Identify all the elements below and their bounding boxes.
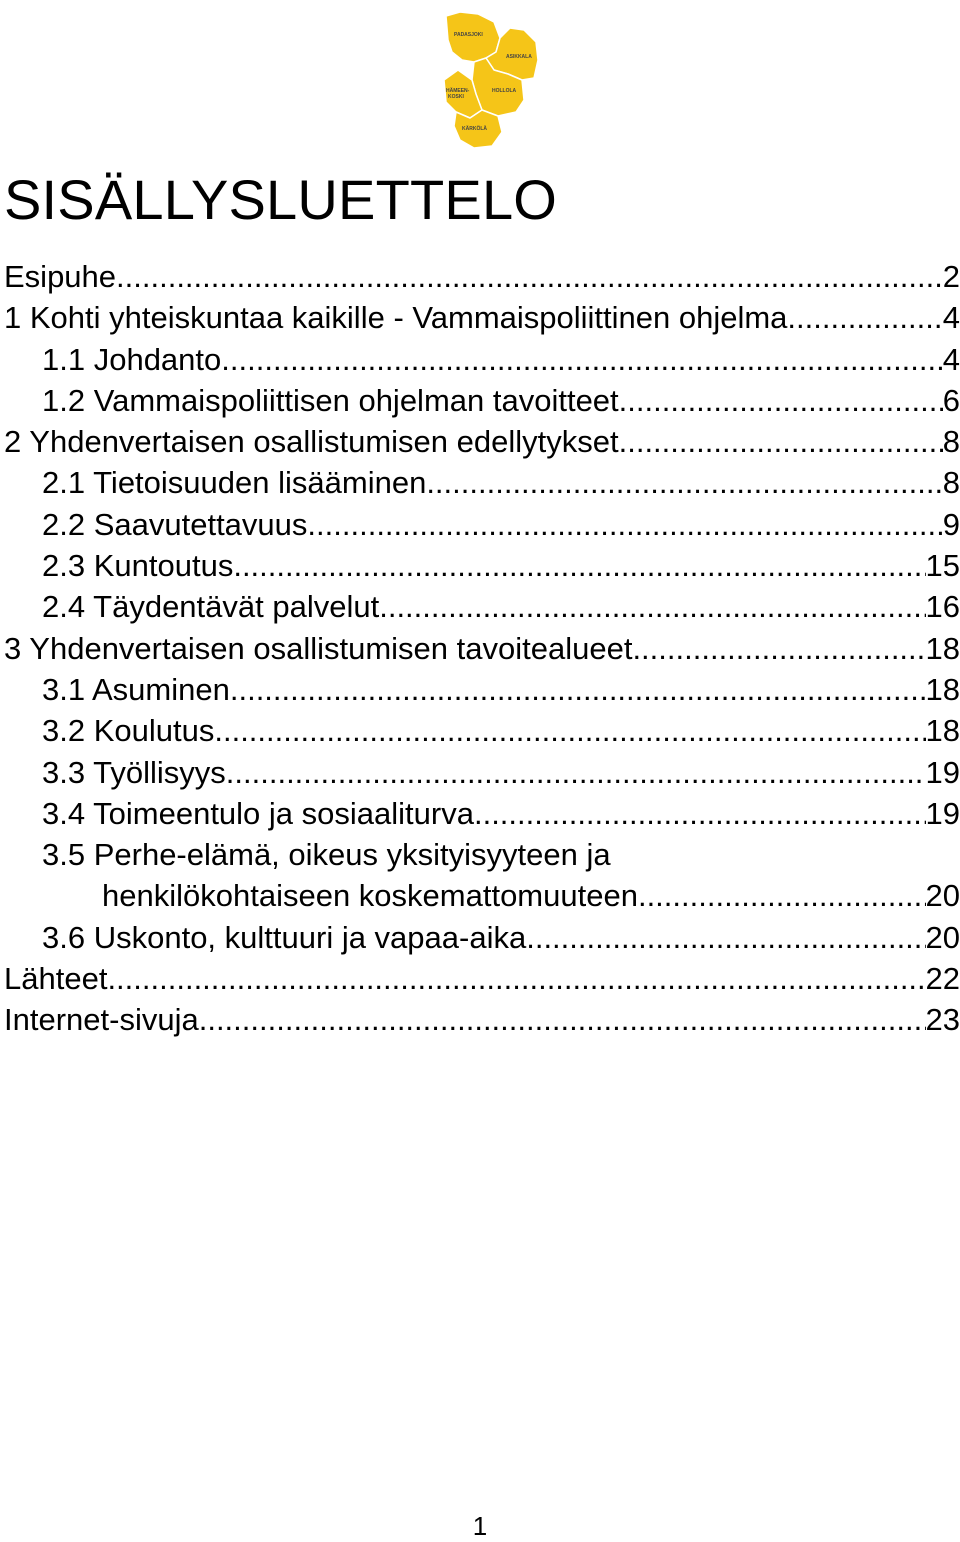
toc-entry-title: 1 Kohti yhteiskuntaa kaikille - Vammaispoliittinen ohjelma: [4, 300, 788, 336]
toc-entry[interactable]: [4, 958, 960, 999]
toc-entry[interactable]: [4, 297, 960, 338]
toc-entry-wrapped[interactable]: [4, 834, 960, 917]
toc-leader-dots: [474, 793, 926, 834]
toc-entry[interactable]: [4, 462, 960, 503]
toc-entry-title: Internet-sivuja: [4, 1002, 199, 1038]
toc-entry-page: 23: [925, 1002, 960, 1038]
toc-entry-title: 2.3 Kuntoutus: [42, 548, 234, 584]
toc-entry[interactable]: [4, 999, 960, 1040]
toc-leader-dots: [426, 462, 942, 503]
toc-leader-dots: [619, 380, 943, 421]
toc-entry[interactable]: [4, 710, 960, 751]
toc-entry-title: 1.2 Vammaispoliittisen ohjelman tavoitteet: [42, 382, 619, 418]
toc-leader-dots: [221, 339, 942, 380]
toc-leader-dots: [226, 752, 926, 793]
map-label-karkola: KÄRKÖLÄ: [462, 126, 487, 132]
toc-entry[interactable]: [4, 256, 960, 297]
region-map-logo: [438, 8, 542, 150]
toc-entry-page: 16: [925, 589, 960, 625]
toc-entry-title: Lähteet: [4, 961, 108, 997]
toc-entry-page: 20: [925, 919, 960, 955]
toc-entry[interactable]: [4, 504, 960, 545]
toc-entry[interactable]: [4, 380, 960, 421]
page-title: SISÄLLYSLUETTELO: [4, 168, 558, 231]
toc-entry[interactable]: [4, 421, 960, 462]
toc-leader-dots: [230, 669, 926, 710]
toc-entry-page: 4: [942, 341, 960, 377]
toc-entry[interactable]: [4, 917, 960, 958]
toc-entry-page: 8: [942, 465, 960, 501]
toc-entry-title: 2.4 Täydentävät palvelut: [42, 589, 380, 625]
toc-entry-title: 3.5 Perhe-elämä, oikeus yksityisyyteen ja: [42, 837, 611, 873]
toc-entry-title: Esipuhe: [4, 259, 117, 294]
toc-entry-page: 6: [942, 382, 960, 418]
toc-entry-page: 19: [925, 795, 960, 831]
toc-entry-title: 2.1 Tietoisuuden lisääminen: [42, 465, 427, 501]
map-label-hameenkoski-1: HÄMEEN-: [446, 88, 470, 94]
toc-entry-title: 3.1 Asuminen: [42, 671, 230, 707]
toc-entry-title: 2.2 Saavutettavuus: [42, 506, 308, 542]
toc-leader-dots: [619, 421, 943, 462]
toc-entry-page: 20: [925, 878, 960, 914]
toc-entry-title-continuation: henkilökohtaiseen koskemattomuuteen: [102, 878, 638, 914]
map-label-padasjoki: PADASJOKI: [454, 32, 483, 38]
toc-leader-dots: [199, 999, 926, 1040]
toc-entry-title: 2 Yhdenvertaisen osallistumisen edellytykset: [4, 424, 619, 460]
toc-leader-dots: [526, 917, 925, 958]
toc-entry[interactable]: [4, 545, 960, 586]
toc-entry-page: 19: [925, 754, 960, 790]
toc-entry[interactable]: [4, 669, 960, 710]
map-label-asikkala: ASIKKALA: [506, 54, 532, 60]
toc-entry-page: 18: [925, 671, 960, 707]
toc-entry-page: 15: [925, 548, 960, 584]
toc-entry-page: 9: [942, 506, 960, 542]
toc-entry-page: 4: [942, 300, 960, 336]
toc-leader-dots: [107, 958, 925, 999]
map-label-hameenkoski-2: KOSKI: [448, 94, 464, 100]
toc-entry-title: 1.1 Johdanto: [42, 341, 222, 377]
toc-entry-title: 3 Yhdenvertaisen osallistumisen tavoitealueet: [4, 630, 633, 666]
toc-entry[interactable]: [4, 586, 960, 627]
toc-entry-title: 3.4 Toimeentulo ja sosiaaliturva: [42, 795, 474, 831]
toc-leader-dots: [632, 628, 925, 669]
toc-entry[interactable]: [4, 793, 960, 834]
toc-entry-page: 2: [942, 259, 960, 294]
map-label-hollola: HOLLOLA: [492, 88, 517, 94]
toc-leader-dots: [787, 297, 942, 338]
toc-leader-dots: [214, 710, 925, 751]
page-number: 1: [472, 1511, 488, 1541]
toc-entry-title: 3.2 Koulutus: [42, 713, 215, 749]
toc-entry[interactable]: [4, 339, 960, 380]
toc-entry[interactable]: [4, 752, 960, 793]
toc-entry-page: 8: [942, 424, 960, 460]
toc-entry-title: 3.3 Työllisyys: [42, 754, 226, 790]
toc-entry-title: 3.6 Uskonto, kulttuuri ja vapaa-aika: [42, 919, 527, 955]
toc-entry[interactable]: [4, 628, 960, 669]
toc-leader-dots: [233, 545, 925, 586]
toc-leader-dots: [116, 256, 943, 297]
table-of-contents: [4, 256, 960, 1041]
toc-entry-page: 22: [925, 961, 960, 997]
toc-leader-dots: [379, 586, 925, 627]
toc-leader-dots: [307, 504, 942, 545]
toc-entry-page: 18: [925, 713, 960, 749]
toc-leader-dots: [638, 875, 926, 916]
toc-entry-page: 18: [925, 630, 960, 666]
